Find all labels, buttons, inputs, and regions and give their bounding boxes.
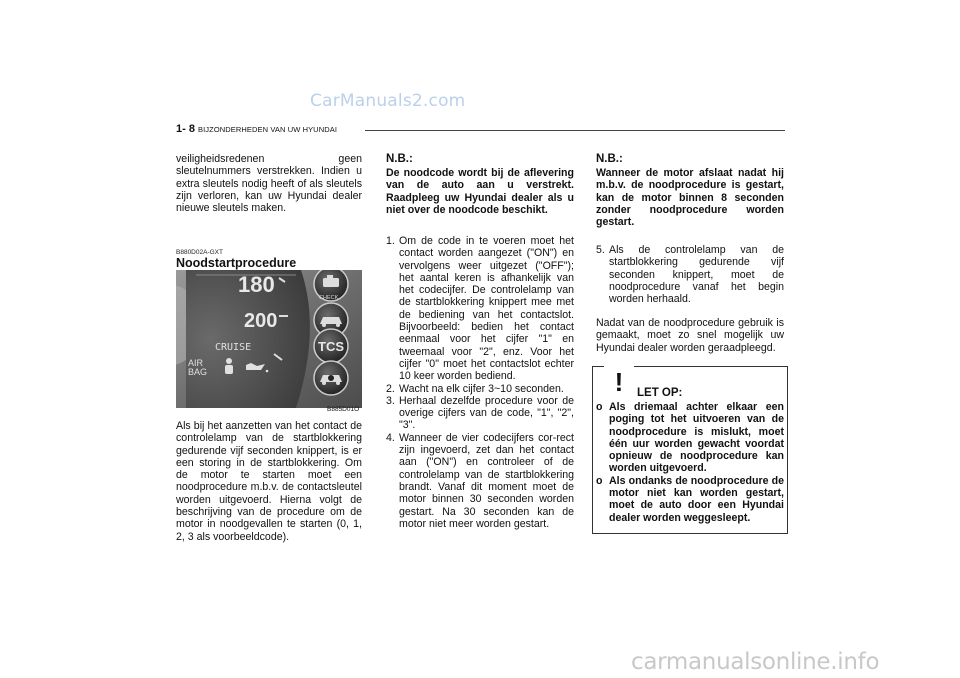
speed-180-label: 180: [238, 272, 275, 297]
col3-nb-text: Wanneer de motor afslaat nadat hij m.b.v. de noodprocedure is gestart, kan de motor binnen 8 seconden zonder noodprocedure worden gestart.: [596, 167, 784, 229]
airbag-label-1: AIR: [188, 358, 204, 368]
bullet: o: [596, 474, 603, 487]
warning-text: Als driemaal achter elkaar een poging tot het uitvoeren van de noodprocedure is mislukt, moet één uur worden gewacht voordat opnieuw de noodprocedure kan worden uitgevoerd.: [609, 401, 784, 475]
cruise-label: CRUISE: [215, 342, 252, 353]
watermark-top[interactable]: CarManuals2.com: [310, 91, 466, 111]
step-item: [386, 395, 574, 432]
warning-text: Als ondanks de noodprocedure de motor niet kan worden gestart, moet de auto door een Hyundai dealer worden weggesleept.: [609, 474, 784, 524]
step-item: [386, 432, 574, 530]
step-number: 4.: [386, 431, 395, 444]
warning-list: [596, 401, 784, 524]
bullet: o: [596, 401, 603, 413]
page-number: 1- 8: [176, 123, 195, 135]
step-text: Als de controlelamp van de startblokkering gedurende vijf seconden knippert, moet de noodprocedure vanaf het begin worden herhaald.: [609, 244, 784, 306]
step-number: 3.: [386, 394, 395, 407]
airbag-person-icon: [225, 358, 233, 374]
section-title: BIJZONDERHEDEN VAN UW HYUNDAI: [198, 125, 338, 134]
instrument-cluster-figure: [176, 270, 362, 408]
header-rule: [365, 130, 785, 131]
speed-200-label: 200: [244, 310, 278, 332]
col2-nb-text: De noodcode wordt bij de aflevering van de auto aan u verstrekt. Raadpleeg uw Hyundai dealer als u niet over de noodcode beschikt.: [386, 167, 574, 216]
col3-nb-title: N.B.:: [596, 153, 623, 165]
step-number: 5.: [596, 244, 605, 256]
step-item: [386, 235, 574, 383]
watermark-bottom[interactable]: carmanualsonline.info: [631, 649, 880, 675]
step-number: 1.: [386, 235, 395, 247]
section-heading: Noodstartprocedure: [176, 256, 297, 270]
after-procedure-text: Nadat van de noodprocedure gebruik is gemaakt, moet zo snel mogelijk uw Hyundai dealer worden geraadpleegd.: [596, 317, 784, 354]
check-label: CHECK: [319, 295, 339, 301]
warning-icon: [604, 366, 634, 396]
airbag-label-2: BAG: [188, 367, 208, 377]
tcs-label: TCS: [318, 339, 344, 354]
cluster-illustration: [176, 270, 362, 408]
intro-paragraph: veiligheidsredenen geen sleutelnummers verstrekken. Indien u extra sleutels nodig heeft of als sleutels zijn verloren, kan uw Hyundai dealer nieuwe sleutels maken.: [176, 153, 362, 215]
col2-nb-title: N.B.:: [386, 153, 413, 165]
warning-item: [596, 401, 784, 475]
svg-text:!: !: [614, 367, 624, 396]
warning-title: LET OP:: [637, 387, 683, 399]
figure-code: B885D01O: [327, 406, 360, 413]
col1-body: Als bij het aanzetten van het contact de controlelamp van de startblokkering gedurende vijf seconden knippert, is er een storing in de startblokkering. Om de motor te starten moet een noodprocedure m.b.v. de contactsleutel worden uitgevoerd. Hierna volgt de beschrijving van de procedure om de motor in noodgevallen te starten (0, 1, 2, 3 als voorbeeldcode).: [176, 420, 362, 543]
step-item: [596, 244, 784, 305]
procedure-steps: [386, 235, 574, 530]
step-text: Wacht na elk cijfer 3~10 seconden.: [399, 382, 564, 395]
step-text: Herhaal dezelfde procedure voor de overige cijfers van de code, "1", "2", "3".: [399, 394, 574, 432]
step-number: 2.: [386, 382, 395, 395]
warning-item: [596, 475, 784, 524]
section-code: B880D02A-GXT: [176, 249, 223, 256]
step-five: [596, 244, 784, 305]
step-item: [386, 383, 574, 395]
step-text: Om de code in te voeren moet het contact worden aangezet ("ON") en vervolgens weer uitgezet ("OFF"); het aantal keren is afhankelijk van het codecijfer. De controlelamp van de startblokkering knippert mee met de bediening van het contactslot. Bijvoorbeeld: bedien het contact eenmaal voor het cijfer "1" en tweemaal voor "2", enz. Voor het cijfer "0" moet het contactslot echter 10 keer worden bediend.: [399, 235, 574, 383]
step-text: Wanneer de vier codecijfers cor-rect zijn ingevoerd, zet dan het contact aan ("ON") en controleer of de controlelamp van de startblokkering brandt. Vanaf dit moment moet de motor binnen 30 seconden worden gestart. Na 30 seconden kan de motor niet meer worden gestart.: [399, 431, 574, 530]
